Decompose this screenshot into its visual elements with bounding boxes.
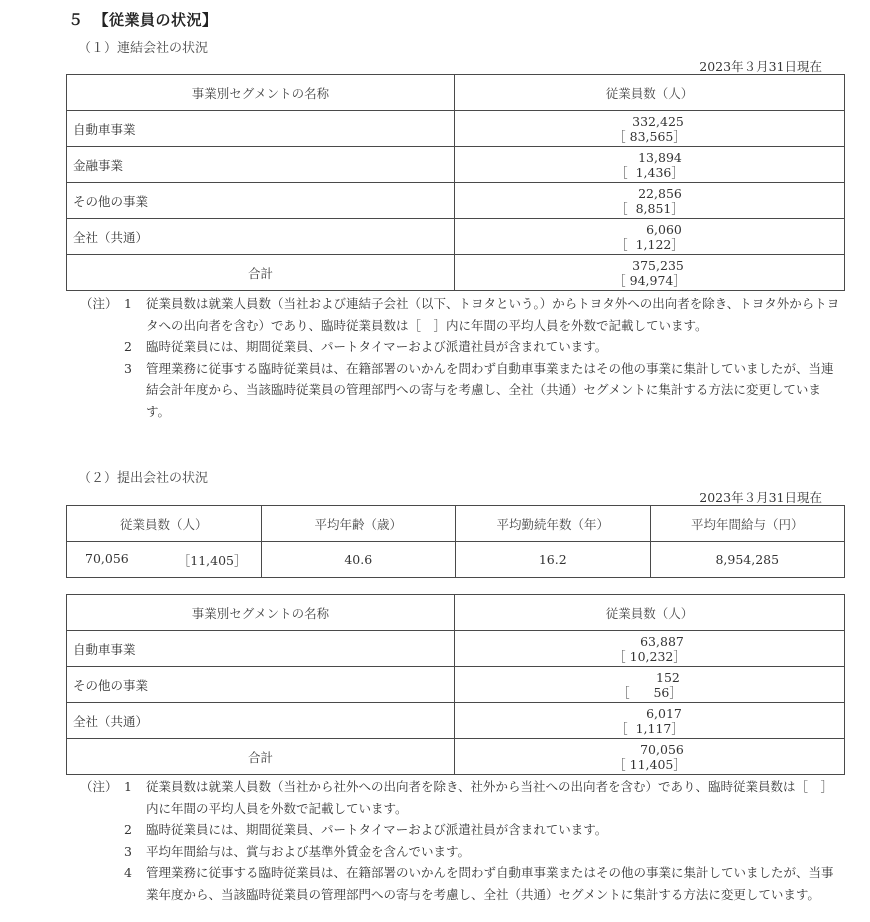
employee-count: 70,056 <box>85 550 129 566</box>
header-average-salary: 平均年間給与（円） <box>650 506 845 542</box>
note-index: 1 <box>124 779 132 794</box>
note-item <box>80 336 840 358</box>
temporary-count: ［ 10,232］ <box>613 648 686 664</box>
table-header-row <box>67 75 845 111</box>
parent-as-of-date: 2023年３月31日現在 <box>699 490 822 505</box>
table-row <box>67 631 845 667</box>
table-header-row <box>67 595 845 631</box>
table-row <box>67 667 845 703</box>
total-employee-count: 70,056 <box>640 741 684 757</box>
section-title-text: 【従業員の状況】 <box>93 11 218 29</box>
note-index: 3 <box>124 360 132 376</box>
section-number: ５ <box>68 11 84 29</box>
note-index: 2 <box>124 339 132 354</box>
total-label: 合計 <box>67 739 455 775</box>
parent-heading: （２）提出会社の状況 <box>78 471 209 486</box>
segment-name: 自動車事業 <box>67 631 455 667</box>
table-total-row <box>67 739 845 775</box>
segment-name: 全社（共通） <box>67 219 455 255</box>
note-text: 臨時従業員には、期間従業員、パートタイマーおよび派遣社員が含まれています。 <box>146 339 608 354</box>
parent-segment-table <box>66 594 845 775</box>
header-average-age: 平均年齢（歳） <box>261 506 456 542</box>
header-average-tenure: 平均勤続年数（年） <box>456 506 651 542</box>
consolidated-heading: （１）連結会社の状況 <box>78 41 209 56</box>
note-text: 管理業務に従事する臨時従業員は、在籍部署のいかんを問わず自動車事業またはその他の事業に集計していましたが、当連結会計年度から、当該臨時従業員の管理部門への寄与を考慮し、全社（共通）セグメントに集計する方法に変更しています。 <box>146 360 834 419</box>
segment-name: その他の事業 <box>67 667 455 703</box>
employee-count: 152 <box>656 669 680 685</box>
note-item <box>80 776 840 819</box>
total-temporary-count: ［ 94,974］ <box>613 272 686 288</box>
total-employee-count: 375,235 <box>632 257 684 273</box>
temporary-count: ［11,405］ <box>177 552 247 568</box>
employee-count: 6,060 <box>646 221 682 237</box>
note-index: 2 <box>124 822 132 837</box>
note-item <box>80 293 840 336</box>
table-row <box>67 183 845 219</box>
total-temporary-count: ［ 11,405］ <box>613 756 686 772</box>
note-text: 従業員数は就業人員数（当社から社外への出向者を除き、社外から当社への出向者を含む）であり、臨時従業員数は［ ］内に年間の平均人員を外数で記載しています。 <box>146 779 834 816</box>
segment-name: 全社（共通） <box>67 703 455 739</box>
note-text: 管理業務に従事する臨時従業員は、在籍部署のいかんを問わず自動車事業またはその他の事業に集計していましたが、当事業年度から、当該臨時従業員の管理部門への寄与を考慮し、全社（共通）セグメントに集計する方法に変更しています。 <box>146 865 834 902</box>
section-title <box>68 9 218 30</box>
total-label: 合計 <box>67 255 455 291</box>
header-segment: 事業別セグメントの名称 <box>67 75 455 111</box>
employee-count: 6,017 <box>646 705 682 721</box>
temporary-count: ［ 56］ <box>617 684 682 700</box>
employee-count: 332,425 <box>632 113 684 129</box>
average-age: 40.6 <box>261 542 456 578</box>
table-row <box>67 542 845 578</box>
notes-label: （注） <box>80 779 118 794</box>
note-item <box>80 862 840 905</box>
employee-count: 63,887 <box>640 633 684 649</box>
note-item <box>80 358 840 423</box>
note-item <box>80 819 840 841</box>
header-employees: 従業員数（人） <box>455 75 845 111</box>
header-employees: 従業員数（人） <box>455 595 845 631</box>
note-text: 臨時従業員には、期間従業員、パートタイマーおよび派遣社員が含まれています。 <box>146 822 608 837</box>
note-text: 従業員数は就業人員数（当社および連結子会社（以下、トヨタという。）からトヨタ外への出向者を除き、トヨタ外からトヨタへの出向者を含む）であり、臨時従業員数は［ ］内に年間の平均人員を外数で記載しています。 <box>146 296 840 333</box>
temporary-count: ［ 8,851］ <box>615 200 684 216</box>
note-index: 1 <box>124 296 132 311</box>
table-header-row <box>67 506 845 542</box>
note-index: 3 <box>124 843 132 859</box>
temporary-count: ［ 1,117］ <box>615 720 684 736</box>
average-salary: 8,954,285 <box>650 542 845 578</box>
consolidated-as-of-date: 2023年３月31日現在 <box>699 59 822 74</box>
table-row <box>67 147 845 183</box>
table-row <box>67 703 845 739</box>
employee-count: 22,856 <box>638 185 682 201</box>
table-row <box>67 111 845 147</box>
temporary-count: ［ 83,565］ <box>613 128 686 144</box>
note-text: 平均年間給与は、賞与および基準外賃金を含んでいます。 <box>146 843 471 859</box>
segment-name: 自動車事業 <box>67 111 455 147</box>
note-index: 4 <box>124 865 132 880</box>
consolidated-segment-table <box>66 74 845 291</box>
parent-summary-table <box>66 505 845 578</box>
consolidated-notes <box>80 293 840 422</box>
employee-count: 13,894 <box>638 149 682 165</box>
notes-label: （注） <box>80 296 118 311</box>
segment-name: その他の事業 <box>67 183 455 219</box>
table-total-row <box>67 255 845 291</box>
temporary-count: ［ 1,436］ <box>615 164 684 180</box>
note-item <box>80 841 840 863</box>
temporary-count: ［ 1,122］ <box>615 236 684 252</box>
average-tenure: 16.2 <box>456 542 651 578</box>
table-row <box>67 219 845 255</box>
header-segment: 事業別セグメントの名称 <box>67 595 455 631</box>
header-employees: 従業員数（人） <box>67 506 262 542</box>
segment-name: 金融事業 <box>67 147 455 183</box>
parent-notes <box>80 776 840 905</box>
